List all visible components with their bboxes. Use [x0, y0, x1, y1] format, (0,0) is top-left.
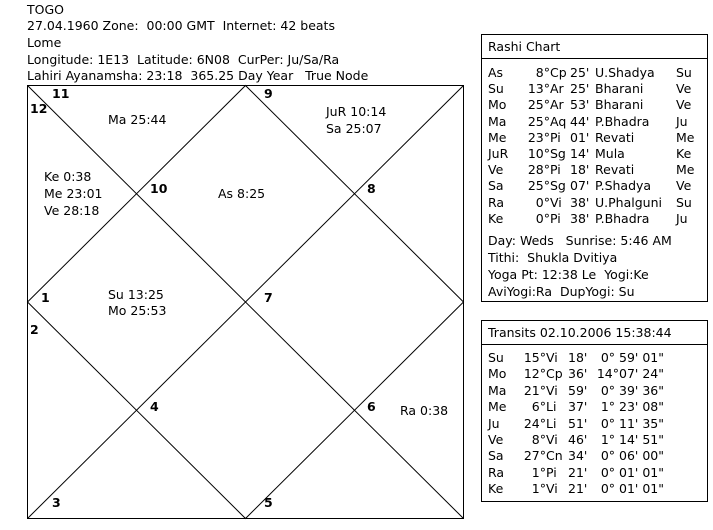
- planet-ke: Ke 0:38: [44, 169, 92, 184]
- rashi-cell-l: Ke: [676, 145, 692, 161]
- rashi-title-box: [481, 34, 708, 60]
- transit-cell-m: 46': [568, 431, 588, 447]
- transit-cell-d: 1°: [531, 481, 546, 497]
- rashi-row: [488, 97, 703, 113]
- day-sunrise: Day: Weds Sunrise: 5:46 AM: [488, 233, 672, 248]
- planet-ve: Ve 28:18: [44, 203, 100, 218]
- transit-row: [488, 350, 703, 366]
- house-number-8: 8: [367, 181, 376, 196]
- transit-row: [488, 383, 703, 399]
- rashi-cell-p: Ra: [488, 194, 505, 210]
- transit-cell-m: 21': [568, 481, 588, 497]
- rashi-row: [488, 162, 703, 178]
- transits-title-box: [481, 320, 708, 346]
- planet-me: Me 23:01: [44, 186, 103, 201]
- rashi-cell-p: Ma: [488, 113, 507, 129]
- rashi-cell-d: 8°: [535, 65, 550, 80]
- rashi-row: [488, 65, 703, 81]
- transit-row: [488, 481, 703, 497]
- transit-cell-p: Ra: [488, 464, 505, 480]
- rashi-cell-l: Me: [676, 129, 695, 145]
- rashi-cell-l: Ju: [676, 210, 688, 226]
- rashi-cell-l: Ve: [676, 178, 692, 194]
- ayanamsha-line: Lahiri Ayanamsha: 23:18 365.25 Day Year True Node: [27, 68, 369, 83]
- planet-mo: Mo 25:53: [108, 303, 167, 318]
- house-number-7: 7: [264, 290, 273, 305]
- birth-datetime: 27.04.1960 Zone: 00:00 GMT Internet: 42 beats: [27, 18, 335, 33]
- rashi-table: [488, 65, 703, 227]
- rashi-row: [488, 146, 703, 162]
- transit-cell-s: Li: [546, 415, 557, 431]
- transit-cell-d: 12°: [523, 366, 546, 382]
- transit-row: [488, 465, 703, 481]
- rashi-cell-l: Me: [676, 162, 695, 178]
- rashi-cell-p: Mo: [488, 97, 507, 113]
- transit-cell-p: Ju: [488, 415, 500, 431]
- rashi-cell-s: Cp: [550, 65, 567, 80]
- planet-sa: Sa 25:07: [326, 121, 382, 136]
- house-number-3: 3: [52, 495, 61, 510]
- rashi-cell-n: Revati: [595, 162, 635, 178]
- rashi-row: [488, 211, 703, 227]
- transit-cell-p: Mo: [488, 366, 507, 382]
- house-number-12: 12: [30, 101, 48, 116]
- rashi-row: [488, 130, 703, 146]
- transit-row: [488, 366, 703, 382]
- rashi-cell-l: Su: [676, 65, 692, 80]
- planet-as: As 8:25: [218, 186, 266, 201]
- rashi-cell-n: P.Shadya: [595, 178, 652, 194]
- house-number-2: 2: [30, 322, 39, 337]
- house-number-10: 10: [150, 181, 168, 196]
- rashi-cell-n: U.Phalguni: [595, 194, 662, 210]
- rashi-cell-n: P.Bhadra: [595, 210, 650, 226]
- rashi-cell-s: Vi: [550, 194, 562, 210]
- transit-cell-d: 1°: [531, 464, 546, 480]
- rashi-cell-p: Ve: [488, 162, 504, 178]
- rashi-cell-p: As: [488, 65, 504, 80]
- rashi-cell-p: JuR: [488, 145, 509, 161]
- transit-cell-d: 24°: [523, 415, 546, 431]
- rashi-cell-m: 53': [570, 97, 590, 113]
- transit-row: [488, 399, 703, 415]
- rashi-cell-d: 25°: [527, 113, 550, 129]
- rashi-cell-n: U.Shadya: [595, 65, 655, 80]
- house-number-4: 4: [150, 399, 159, 414]
- rashi-cell-s: Ar: [550, 97, 564, 113]
- transit-cell-s: Vi: [546, 481, 558, 497]
- transit-cell-m: 34': [568, 448, 588, 464]
- rashi-cell-l: Ve: [676, 81, 692, 97]
- yoga-point: Yoga Pt: 12:38 Le Yogi:Ke: [488, 267, 649, 282]
- transit-cell-p: Ke: [488, 481, 504, 497]
- house-number-9: 9: [264, 86, 273, 101]
- rashi-cell-m: 07': [570, 178, 590, 194]
- transit-cell-m: 51': [568, 415, 588, 431]
- transit-cell-p: Ma: [488, 382, 507, 398]
- rashi-cell-s: Ar: [550, 81, 564, 97]
- rashi-cell-d: 28°: [527, 162, 550, 178]
- transit-cell-sp: 0° 01' 01": [600, 464, 664, 480]
- rashi-row: [488, 195, 703, 211]
- transit-cell-s: Vi: [546, 350, 558, 365]
- rashi-row: [488, 178, 703, 194]
- house-number-6: 6: [367, 399, 376, 414]
- transit-cell-sp: 0° 39' 36": [600, 382, 664, 398]
- rashi-row: [488, 114, 703, 130]
- transit-cell-s: Pi: [546, 464, 557, 480]
- rashi-cell-p: Ke: [488, 210, 504, 226]
- rashi-cell-s: Pi: [550, 129, 561, 145]
- transit-cell-m: 21': [568, 464, 588, 480]
- transits-table: [488, 350, 703, 498]
- birth-place: Lome: [27, 35, 62, 50]
- transit-cell-m: 59': [568, 382, 588, 398]
- planet-jur: JuR 10:14: [326, 104, 387, 119]
- rashi-cell-m: 38': [570, 210, 590, 226]
- rashi-cell-s: Aq: [550, 113, 567, 129]
- rashi-cell-d: 25°: [527, 178, 550, 194]
- rashi-cell-s: Pi: [550, 162, 561, 178]
- transits-title: Transits 02.10.2006 15:38:44: [488, 325, 672, 340]
- rashi-cell-p: Sa: [488, 178, 504, 194]
- transit-cell-sp: 0° 11' 35": [600, 415, 664, 431]
- transit-cell-s: Cp: [546, 366, 563, 382]
- transit-cell-m: 18': [568, 350, 588, 365]
- transit-cell-s: Cn: [546, 448, 563, 464]
- transit-cell-sp: 0° 01' 01": [600, 481, 664, 497]
- transit-cell-sp: 0° 59' 01": [600, 350, 664, 365]
- transit-cell-p: Me: [488, 399, 507, 415]
- rashi-panel: [481, 58, 708, 302]
- coordinates-line: Longitude: 1E13 Latitude: 6N08 CurPer: Ju/Sa/Ra: [27, 52, 340, 67]
- rashi-cell-d: 10°: [527, 145, 550, 161]
- transit-cell-s: Li: [546, 399, 557, 415]
- rashi-cell-n: Mula: [595, 145, 625, 161]
- rashi-cell-m: 18': [570, 162, 590, 178]
- rashi-cell-l: Ju: [676, 113, 688, 129]
- transit-row: [488, 432, 703, 448]
- rashi-cell-n: Revati: [595, 129, 635, 145]
- transit-cell-d: 21°: [523, 382, 546, 398]
- transit-row: [488, 416, 703, 432]
- rashi-cell-d: 23°: [527, 129, 550, 145]
- rashi-cell-l: Ve: [676, 97, 692, 113]
- rashi-cell-m: 25': [570, 65, 590, 80]
- transit-cell-d: 15°: [523, 350, 546, 365]
- rashi-cell-d: 0°: [535, 194, 550, 210]
- rashi-title: Rashi Chart: [488, 39, 561, 54]
- rashi-cell-m: 25': [570, 81, 590, 97]
- transit-cell-sp: 14°07' 24": [596, 366, 664, 382]
- rashi-cell-s: Sg: [550, 178, 566, 194]
- rashi-cell-n: Bharani: [595, 97, 644, 113]
- planet-ra: Ra 0:38: [400, 403, 449, 418]
- transit-cell-sp: 0° 06' 00": [600, 448, 664, 464]
- transit-cell-s: Vi: [546, 431, 558, 447]
- rashi-cell-p: Me: [488, 129, 507, 145]
- avi-dup-yogi: AviYogi:Ra DupYogi: Su: [488, 284, 635, 299]
- rashi-cell-m: 38': [570, 194, 590, 210]
- rashi-cell-s: Sg: [550, 145, 566, 161]
- rashi-cell-m: 14': [570, 145, 590, 161]
- tithi: Tithi: Shukla Dvitiya: [488, 250, 618, 265]
- transit-cell-p: Ve: [488, 431, 504, 447]
- rashi-cell-m: 44': [570, 113, 590, 129]
- transit-cell-sp: 1° 23' 08": [600, 399, 664, 415]
- rashi-cell-d: 13°: [527, 81, 550, 97]
- rashi-cell-n: Bharani: [595, 81, 644, 97]
- transit-cell-d: 8°: [531, 431, 546, 447]
- rashi-cell-l: Su: [676, 194, 692, 210]
- house-number-1: 1: [41, 290, 50, 305]
- rashi-cell-d: 25°: [527, 97, 550, 113]
- transit-cell-m: 37': [568, 399, 588, 415]
- planet-su: Su 13:25: [108, 287, 164, 302]
- rashi-cell-d: 0°: [535, 210, 550, 226]
- transit-cell-sp: 1° 14' 51": [600, 431, 664, 447]
- rashi-cell-s: Pi: [550, 210, 561, 226]
- rashi-cell-m: 01': [570, 129, 590, 145]
- transit-cell-d: 6°: [531, 399, 546, 415]
- transit-row: [488, 448, 703, 464]
- house-number-5: 5: [264, 495, 273, 510]
- transits-panel: [481, 344, 708, 502]
- house-number-11: 11: [52, 86, 70, 101]
- transit-cell-s: Vi: [546, 382, 558, 398]
- planet-ma: Ma 25:44: [108, 112, 167, 127]
- transit-cell-m: 36': [568, 366, 588, 382]
- transit-cell-p: Su: [488, 350, 504, 365]
- chart-name: TOGO: [27, 2, 64, 17]
- transit-cell-p: Sa: [488, 448, 504, 464]
- rashi-cell-n: P.Bhadra: [595, 113, 650, 129]
- rashi-row: [488, 81, 703, 97]
- transit-cell-d: 27°: [523, 448, 546, 464]
- rashi-cell-p: Su: [488, 81, 504, 97]
